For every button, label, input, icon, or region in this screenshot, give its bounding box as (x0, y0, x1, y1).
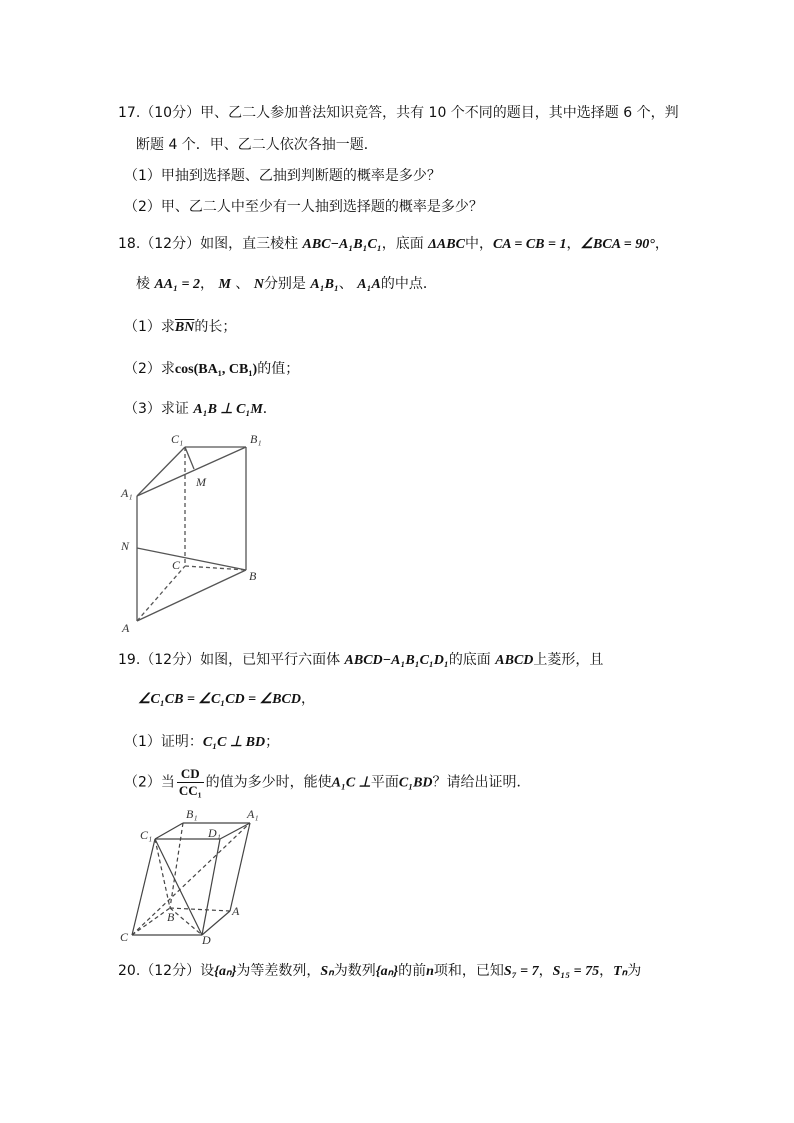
label-a1: A₁ (121, 486, 133, 500)
q20-seq2: {aₙ} (375, 964, 399, 979)
q20-text: 为 (627, 963, 642, 979)
q18-m: M (218, 277, 231, 292)
q18-number: 18. (118, 236, 141, 252)
q18-score: （12分） (140, 236, 201, 252)
edge-a1b1 (137, 447, 246, 496)
q19-text: 的底面 (448, 652, 491, 668)
q18-prism-figure (110, 425, 280, 640)
q19-text: ？请给出证明． (432, 774, 531, 791)
q19-frac-den: CC₁ (178, 783, 202, 798)
q18-text: ，底面 (381, 236, 424, 252)
q17-score: （10分） (140, 105, 201, 121)
q19-text: 上菱形，且 (533, 652, 604, 668)
q20-tn: Tₙ (613, 964, 628, 979)
q18-cos-expr: cos(BA₁, CB₁) (174, 362, 258, 377)
q19-text: 平面 (370, 774, 399, 791)
diag-bd-hidden (170, 908, 202, 935)
q18-cond2: ∠BCA = 90° (580, 237, 655, 252)
q20-text: 为等差数列， (236, 963, 321, 979)
q20-text: ， (599, 963, 614, 979)
q18-text: 如图，直三棱柱 (200, 236, 299, 252)
q20-s7: S₇ = 7 (503, 964, 539, 979)
q18-cond1: CA = CB = 1 (492, 237, 567, 252)
q18-text: 的值； (257, 361, 300, 377)
q18-prism: ABC−A₁B₁C₁ (302, 237, 382, 252)
q19-text: （2）当 (124, 774, 175, 791)
q18-triangle: ΔABC (428, 237, 465, 252)
q18-text: 、 (338, 276, 353, 292)
q18-n: N (253, 277, 264, 292)
q18-text: ， (200, 276, 214, 292)
label-b: B (249, 569, 257, 583)
q18-vector-bn: $\overline{BN}$ (174, 320, 195, 335)
label-d: D (202, 933, 211, 947)
q19-line1 (118, 651, 603, 670)
q18-text: 的中点． (380, 276, 437, 292)
label-c1: C₁ (171, 432, 184, 446)
q18-line1 (118, 235, 669, 254)
q20-line1 (118, 962, 641, 981)
q19-text: （1）证明： (124, 734, 203, 750)
q18-part1 (124, 318, 236, 337)
label-c1: C₁ (140, 828, 153, 842)
q20-text: 设 (200, 963, 215, 979)
edge-a1c1 (137, 447, 185, 496)
q18-text: ． (262, 401, 277, 417)
q18-edge: AA₁ = 2 (154, 277, 200, 292)
label-b1: B₁ (186, 807, 198, 821)
q19-frac-num: CD (177, 766, 204, 783)
q18-seg1: A₁B₁ (310, 277, 339, 292)
q17-text: 甲、乙二人参加普法知识竞答，共有 10 个不同的题目，其中选择题 6 个，判 (200, 105, 679, 121)
q19-line2 (138, 690, 315, 709)
q18-line2 (136, 275, 437, 294)
q18-text: （3）求证 (124, 401, 189, 417)
q18-text: ， (566, 236, 581, 252)
q19-part1 (124, 733, 279, 752)
q19-angles: ∠C₁CB = ∠C₁CD = ∠BCD (138, 692, 301, 707)
segment-nb (137, 548, 246, 570)
q20-text: 为数列 (333, 963, 376, 979)
q19-base: ABCD (495, 653, 534, 668)
q19-score: （12分） (140, 652, 201, 668)
q19-text: 的值为多少时，能使 (205, 774, 332, 791)
q17-number: 17. (118, 105, 141, 121)
q19-parallelepiped-figure (110, 803, 280, 948)
label-a1: A₁ (247, 807, 259, 821)
q18-text: 的长； (194, 319, 237, 335)
label-b: B (167, 910, 175, 924)
q19-solid: ABCD−A₁B₁C₁D₁ (344, 653, 449, 668)
q18-text: ， (654, 236, 669, 252)
q19-text: ； (265, 734, 280, 750)
q20-n: n (426, 964, 434, 979)
q19-fraction (177, 766, 204, 799)
edge-c1b1 (155, 823, 183, 839)
q20-number: 20. (118, 963, 141, 979)
q18-perp-expr: A₁B ⊥ C₁M (193, 402, 263, 417)
q20-seq1: {aₙ} (214, 964, 237, 979)
q19-text: 如图，已知平行六面体 (200, 652, 341, 668)
q19-text: ， (300, 691, 315, 707)
q17-line1 (118, 104, 679, 122)
label-m: M (196, 475, 206, 489)
q20-score: （12分） (140, 963, 201, 979)
label-b1: B₁ (250, 432, 262, 446)
edge-ab (137, 570, 246, 621)
label-a: A (122, 621, 130, 635)
q19-part2 (124, 766, 531, 800)
q18-text: 、 (235, 276, 250, 292)
label-a: A (232, 904, 240, 918)
q17-line2: 断题 4 个．甲、乙二人依次各抽一题． (136, 137, 378, 153)
q20-s15: S₁₅ = 75 (552, 964, 600, 979)
q19-perp2: A₁C ⊥ (331, 775, 371, 791)
edge-ac-hidden (137, 566, 185, 621)
q18-text: 分别是 (263, 276, 306, 292)
q18-text: （2）求 (124, 361, 175, 377)
q18-text: （1）求 (124, 319, 175, 335)
label-n: N (121, 539, 130, 553)
edge-d1d (202, 839, 220, 935)
q20-sn: Sₙ (320, 964, 334, 979)
q19-plane: C₁BD (398, 775, 433, 791)
q18-part2 (124, 360, 299, 379)
q18-seg2: A₁A (357, 277, 381, 292)
q17-part2: （2）甲、乙二人中至少有一人抽到选择题的概率是多少？ (124, 199, 483, 215)
q19-number: 19. (118, 652, 141, 668)
q18-text: 中， (464, 236, 493, 252)
segment-c1m (185, 447, 194, 469)
label-c: C (120, 930, 129, 944)
label-c: C (172, 558, 181, 572)
label-d1: D₁ (208, 826, 221, 840)
q18-text: 棱 (136, 276, 150, 292)
edge-b1b-hidden (170, 823, 183, 908)
q18-part3 (124, 400, 277, 419)
q17-part1: （1）甲抽到选择题、乙抽到判断题的概率是多少？ (124, 168, 441, 184)
diag-c1b-hidden (155, 839, 170, 908)
q20-text: ， (538, 963, 553, 979)
q20-text: 项和，已知 (433, 963, 504, 979)
q20-text: 的前 (398, 963, 427, 979)
edge-ba-hidden (170, 908, 230, 911)
edge-a1a (230, 823, 250, 911)
q19-perp1: C₁C ⊥ BD (202, 735, 266, 750)
